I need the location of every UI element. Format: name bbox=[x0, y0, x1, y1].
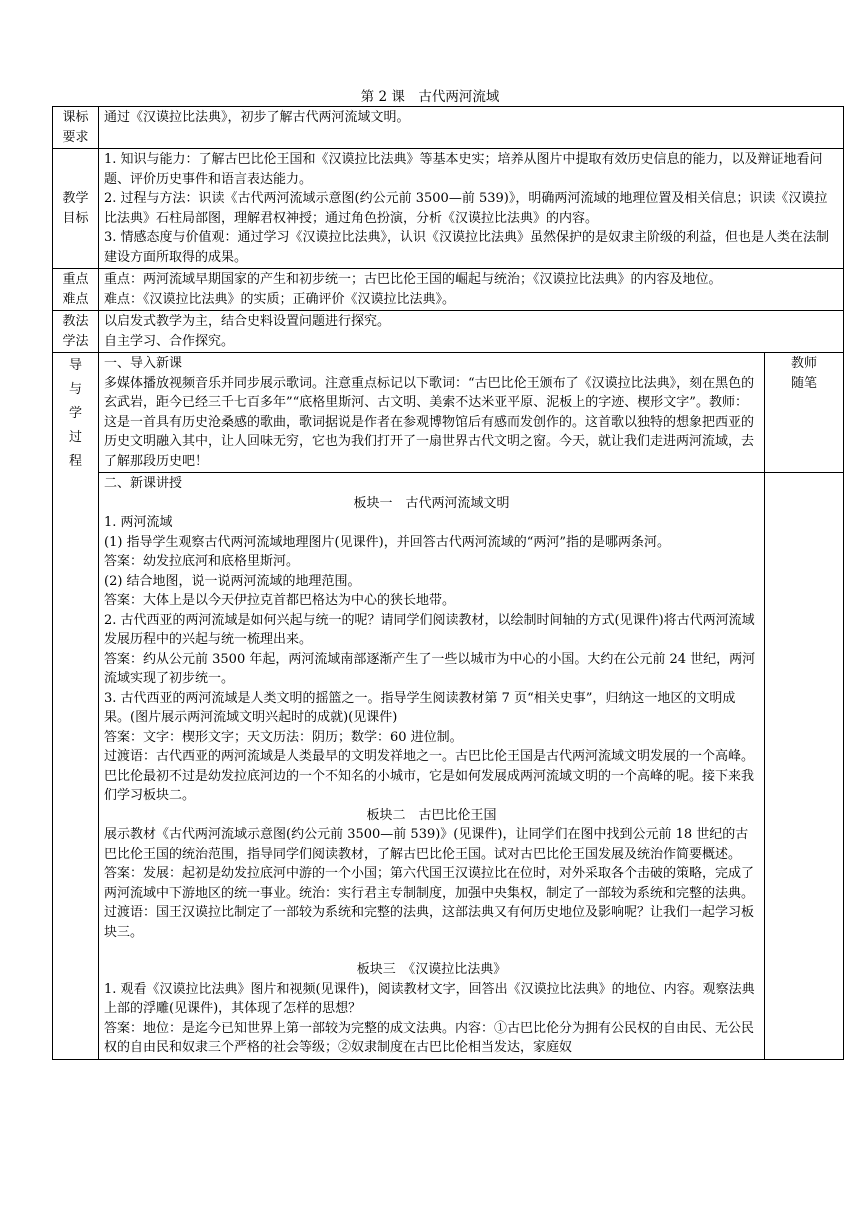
block3-title: 板块三 《汉谟拉比法典》 bbox=[356, 962, 507, 977]
goals-row bbox=[53, 149, 844, 269]
goals-content bbox=[99, 149, 844, 269]
block1-line: 答案：大体上是以今天伊拉克首都巴格达为中心的狭长地带。 bbox=[104, 593, 456, 608]
block3-line: 答案：地位：是迄今已知世界上第一部较为完整的成文法典。内容：①古巴比伦分为拥有公民权的自由民、无公民权的自由民和奴隶三个严格的社会等级；②奴隶制度在古巴比伦相当发达，家庭奴 bbox=[104, 1020, 755, 1055]
teacher-notes-column bbox=[765, 353, 844, 473]
goal-knowledge: 1. 知识与能力：了解古巴比伦王国和《汉谟拉比法典》等基本史实；培养从图片中提取有效历史信息的能力，以及辩证地看问题、评价历史事件和语言表达能力。 bbox=[104, 152, 823, 187]
block1-line: 3. 古代西亚的两河流域是人类文明的摇篮之一。指导学生阅读教材第 7 页“相关史事”，归纳这一地区的文明成果。(图片展示两河流域文明兴起时的成就)(见课件) bbox=[104, 690, 736, 725]
process-row-intro bbox=[53, 353, 844, 473]
goals-label: 教学 目标 bbox=[53, 149, 99, 269]
standards-row bbox=[53, 107, 844, 149]
block2-line: 答案：发展：起初是幼发拉底河中游的一个小国；第六代国王汉谟拉比在位时，对外采取各个击破的策略，完成了两河流域中下游地区的统一事业。统治：实行君主专制制度，加强中央集权，制定了一部较为系统和完整的法典。 bbox=[104, 866, 755, 901]
difficult-points: 难点：《汉谟拉比法典》的实质；正确评价《汉谟拉比法典》。 bbox=[104, 291, 456, 307]
intro-section bbox=[99, 353, 765, 473]
goal-process: 2. 过程与方法：识读《古代两河流域示意图(约公元前 3500—前 539)》，明确两河流域的地理位置及相关信息；识读《汉谟拉比法典》石柱局部图，理解君权神授；通过角色扮演，分析《汉谟拉比法典》的内容。 bbox=[104, 191, 828, 226]
methods-content bbox=[99, 311, 844, 353]
goal-values: 3. 情感态度与价值观：通过学习《汉谟拉比法典》，认识《汉谟拉比法典》虽然保护的是奴隶主阶级的利益，但也是人类在法制建设方面所取得的成果。 bbox=[104, 230, 830, 265]
block1-line: 答案：幼发拉底河和底格里斯河。 bbox=[104, 554, 300, 569]
focus-content bbox=[99, 269, 844, 311]
block1-line: 过渡语：古代西亚的两河流域是人类最早的文明发祥地之一。古巴比伦王国是古代两河流域文明发展的一个高峰。巴比伦最初不过是幼发拉底河边的一个不知名的小城市，它是如何发展成两河流域文明的一个高峰的呢。接下来我们学习板块二。 bbox=[104, 749, 755, 803]
lesson-plan-table bbox=[52, 106, 844, 1060]
block2-line: 展示教材《古代两河流域示意图(约公元前 3500—前 539)》(见课件)，让同学们在图中找到公元前 18 世纪的古巴比伦王国的统治范围，指导同学们阅读教材，了解古巴比伦王国。试对古巴比伦王国发展及统治作简要概述。 bbox=[104, 827, 749, 862]
methods-row bbox=[53, 311, 844, 353]
intro-text: 多媒体播放视频音乐并同步展示歌词。注意重点标记以下歌词：“古巴比伦王颁布了《汉谟拉比法典》，刻在黑色的玄武岩，距今已经三千七百多年”“底格里斯河、古文明、美索不达米亚平原、泥板上的字迹、楔形文字”。教师：这是一首具有历史沧桑感的歌曲，歌词据说是作者在参观博物馆后有感而发创作的。这首歌以独特的想象把西亚的历史文明融入其中，让人回味无穷，它也为我们打开了一扇世界古代文明之窗。今天，就让我们走进两河流域，去了解那段历史吧！ bbox=[104, 375, 755, 469]
block1-line: 答案：约从公元前 3500 年起，两河流域南部逐渐产生了一些以城市为中心的小国。大约在公元前 24 世纪，两河流域实现了初步统一。 bbox=[104, 651, 756, 686]
key-points: 重点：两河流域早期国家的产生和初步统一；古巴比伦王国的崛起与统治；《汉谟拉比法典》的内容及地位。 bbox=[104, 272, 722, 287]
methods-label: 教法 学法 bbox=[53, 311, 99, 353]
new-lesson-section bbox=[99, 473, 765, 1060]
teaching-method: 以启发式教学为主，结合史料设置问题进行探究。 bbox=[104, 314, 391, 329]
block3-line: 1. 观看《汉谟拉比法典》图片和视频(见课件)，阅读教材文字，回答出《汉谟拉比法典》的地位、内容。观察法典上部的浮雕(见课件)，其体现了怎样的思想？ bbox=[104, 981, 755, 1016]
standards-label: 课标 要求 bbox=[53, 107, 99, 149]
block1-line: 2. 古代西亚的两河流域是如何兴起与统一的呢？请同学们阅读教材，以绘制时间轴的方式(见课件)将古代两河流域发展历程中的兴起与统一梳理出来。 bbox=[104, 612, 755, 647]
block1-line: 答案：文字：楔形文字；天文历法：阴历；数学：60 进位制。 bbox=[104, 729, 463, 745]
process-row-new bbox=[53, 473, 844, 1060]
learning-method: 自主学习、合作探究。 bbox=[104, 333, 235, 349]
teacher-notes-blank bbox=[765, 473, 844, 1060]
block2-title: 板块二 古巴比伦王国 bbox=[366, 807, 497, 823]
block1-line: (2) 结合地图，说一说两河流域的地理范围。 bbox=[104, 573, 361, 589]
intro-heading: 一、导入新课 bbox=[104, 356, 183, 371]
teacher-notes-label: 教师 随笔 bbox=[791, 356, 818, 391]
page-title: 第 2 课 古代两河流域 bbox=[360, 89, 500, 105]
block1-line: (1) 指导学生观察古代两河流域地理图片(见课件)，并回答古代两河流域的“两河”指的是哪两条河。 bbox=[104, 534, 670, 550]
block1-line: 1. 两河流域 bbox=[104, 515, 173, 530]
block1-title: 板块一 古代两河流域文明 bbox=[353, 495, 510, 511]
standards-text: 通过《汉谟拉比法典》，初步了解古代两河流域文明。 bbox=[99, 107, 844, 149]
process-label: 导 与 学 过 程 bbox=[53, 353, 99, 1060]
focus-row bbox=[53, 269, 844, 311]
focus-label: 重点 难点 bbox=[53, 269, 99, 311]
new-heading: 二、新课讲授 bbox=[104, 476, 183, 491]
block2-line: 过渡语：国王汉谟拉比制定了一部较为系统和完整的法典，这部法典又有何历史地位及影响呢？让我们一起学习板块三。 bbox=[104, 905, 755, 940]
